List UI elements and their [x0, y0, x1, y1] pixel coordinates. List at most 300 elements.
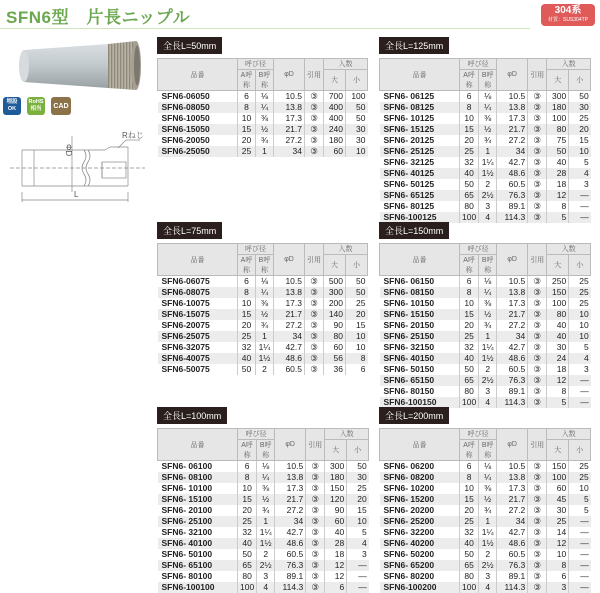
qty-small: 3 [347, 549, 369, 560]
outer-diameter: 89.1 [497, 201, 528, 212]
reference: ③ [528, 190, 547, 201]
part-number: SFN6- 50150 [380, 364, 460, 375]
size-a: 10 [460, 483, 479, 494]
qty-large: 5 [547, 397, 569, 408]
qty-large: 60 [325, 516, 347, 527]
qty-large: 14 [547, 527, 569, 538]
size-b: 1½ [479, 538, 497, 549]
part-number: SFN6- 10100 [158, 483, 238, 494]
qty-small: — [347, 582, 369, 593]
size-a: 10 [238, 298, 256, 309]
part-number: SFN6-50075 [158, 364, 238, 375]
qty-small: 50 [346, 287, 368, 298]
qty-large: 25 [547, 516, 569, 527]
part-number: SFN6- 06150 [380, 276, 460, 288]
size-b: ¼ [257, 472, 275, 483]
part-number: SFN6- 40100 [158, 538, 238, 549]
col-a: A呼称 [238, 440, 257, 461]
col-qty: 入数 [547, 244, 591, 255]
svg-text:Rねじ: Rねじ [122, 131, 144, 140]
part-number: SFN6- 65200 [380, 560, 460, 571]
qty-small: — [569, 201, 591, 212]
size-b: ½ [257, 494, 275, 505]
qty-large: 180 [547, 102, 569, 113]
reference: ③ [528, 276, 547, 288]
qty-small: 4 [569, 353, 591, 364]
size-a: 50 [238, 549, 257, 560]
size-a: 65 [460, 190, 479, 201]
reference: ③ [528, 102, 547, 113]
table-row [380, 168, 591, 179]
qty-large: 12 [547, 190, 569, 201]
part-number: SFN6- 08100 [158, 472, 238, 483]
qty-small: 30 [347, 472, 369, 483]
material-series: 304系 [554, 5, 582, 16]
size-b: 1 [257, 516, 275, 527]
qty-large: 300 [324, 287, 346, 298]
qty-small: 50 [346, 276, 368, 288]
reference: ③ [528, 386, 547, 397]
part-number: SFN6-15050 [158, 124, 238, 135]
qty-large: 180 [325, 472, 347, 483]
part-number: SFN6-100100 [158, 582, 238, 593]
cad-icon[interactable]: CAD [51, 97, 71, 115]
size-b: 1¼ [479, 342, 497, 353]
qty-small: 10 [569, 483, 591, 494]
reference: ③ [528, 168, 547, 179]
qty-large: 75 [547, 135, 569, 146]
table-row [380, 135, 591, 146]
spec-table [157, 428, 369, 593]
qty-small: 10 [569, 146, 591, 157]
outer-diameter: 34 [497, 331, 528, 342]
qty-large: 150 [547, 461, 569, 473]
col-ref: 引用 [528, 244, 547, 276]
size-b: 1 [256, 146, 274, 157]
size-a: 8 [460, 102, 479, 113]
reference: ③ [306, 560, 325, 571]
qty-large: 56 [324, 353, 346, 364]
part-number: SFN6- 32200 [380, 527, 460, 538]
table-l125 [379, 36, 591, 223]
table-row [380, 298, 591, 309]
part-number: SFN6- 10200 [380, 483, 460, 494]
size-a: 6 [238, 461, 257, 473]
size-b: ⅜ [257, 483, 275, 494]
size-a: 20 [460, 505, 479, 516]
col-b: B呼称 [479, 255, 497, 276]
size-a: 8 [238, 102, 256, 113]
reference: ③ [528, 212, 547, 223]
qty-small: 10 [569, 331, 591, 342]
reference: ③ [528, 560, 547, 571]
outer-diameter: 13.8 [497, 102, 528, 113]
size-a: 25 [460, 516, 479, 527]
part-number: SFN6- 25100 [158, 516, 238, 527]
table-row [380, 516, 591, 527]
reference: ③ [305, 320, 324, 331]
outer-diameter: 17.3 [275, 483, 306, 494]
col-ref: 引用 [528, 429, 547, 461]
qty-small: — [569, 549, 591, 560]
qty-small: 20 [347, 494, 369, 505]
size-b: ⅜ [256, 113, 274, 124]
reference: ③ [528, 527, 547, 538]
size-b: ⅛ [479, 461, 497, 473]
reference: ③ [528, 505, 547, 516]
col-nominal: 呼び径 [238, 244, 274, 255]
size-b: 2 [257, 549, 275, 560]
size-b: ¼ [256, 287, 274, 298]
outer-diameter: 42.7 [497, 342, 528, 353]
col-large: 大 [324, 70, 346, 91]
table-row [380, 494, 591, 505]
part-number: SFN6- 10150 [380, 298, 460, 309]
size-a: 80 [238, 571, 257, 582]
size-a: 32 [460, 527, 479, 538]
size-a: 10 [460, 113, 479, 124]
col-nominal: 呼び径 [238, 59, 274, 70]
reference: ③ [528, 157, 547, 168]
size-b: 2 [479, 364, 497, 375]
rohs-icon: RoHS 相当 [27, 97, 45, 115]
size-b: 1¼ [479, 527, 497, 538]
reference: ③ [528, 146, 547, 157]
part-number: SFN6-08050 [158, 102, 238, 113]
part-number: SFN6- 50200 [380, 549, 460, 560]
col-nominal: 呼び径 [460, 244, 497, 255]
qty-large: 12 [325, 560, 347, 571]
part-number: SFN6- 80200 [380, 571, 460, 582]
table-row [158, 516, 369, 527]
outer-diameter: 60.5 [274, 364, 305, 375]
size-b: ⅛ [257, 461, 275, 473]
table-row [158, 342, 368, 353]
qty-large: 80 [547, 124, 569, 135]
size-a: 40 [238, 353, 256, 364]
qty-small: — [569, 212, 591, 223]
col-qty: 入数 [547, 429, 591, 440]
part-number: SFN6- 80100 [158, 571, 238, 582]
reference: ③ [528, 320, 547, 331]
qty-small: — [569, 397, 591, 408]
size-b: 2 [479, 179, 497, 190]
qty-small: — [569, 516, 591, 527]
table-row [380, 582, 591, 593]
reference: ③ [305, 364, 324, 375]
size-b: ¾ [479, 320, 497, 331]
outer-diameter: 17.3 [497, 113, 528, 124]
part-number: SFN6-10075 [158, 298, 238, 309]
part-number: SFN6- 40150 [380, 353, 460, 364]
col-a: A呼称 [460, 440, 479, 461]
size-a: 50 [238, 364, 256, 375]
dimension-diagram [10, 130, 150, 205]
qty-small: 10 [346, 146, 368, 157]
qty-large: 40 [547, 157, 569, 168]
size-a: 15 [460, 309, 479, 320]
size-b: 1¼ [479, 157, 497, 168]
part-number: SFN6- 50125 [380, 179, 460, 190]
table-row [380, 276, 591, 288]
reference: ③ [528, 91, 547, 103]
qty-small: 25 [569, 113, 591, 124]
size-b: 1 [479, 146, 497, 157]
outer-diameter: 48.6 [497, 168, 528, 179]
spec-table [157, 243, 368, 375]
qty-small: 100 [346, 91, 368, 103]
size-a: 10 [238, 483, 257, 494]
qty-large: 40 [547, 320, 569, 331]
col-b: B呼称 [256, 70, 274, 91]
col-b: B呼称 [256, 255, 274, 276]
size-a: 25 [460, 146, 479, 157]
part-number: SFN6- 20125 [380, 135, 460, 146]
table-row [158, 102, 368, 113]
table-l75 [157, 221, 368, 375]
qty-large: 18 [325, 549, 347, 560]
spec-table [379, 428, 591, 593]
col-code: 品番 [158, 429, 238, 461]
col-nominal: 呼び径 [238, 429, 275, 440]
size-a: 20 [238, 505, 257, 516]
part-number: SFN6- 08200 [380, 472, 460, 483]
table-row [380, 287, 591, 298]
qty-large: 10 [547, 549, 569, 560]
size-a: 15 [238, 124, 256, 135]
svg-text:L: L [74, 190, 79, 199]
qty-large: 12 [547, 538, 569, 549]
size-a: 8 [238, 472, 257, 483]
outer-diameter: 60.5 [497, 179, 528, 190]
part-number: SFN6-15075 [158, 309, 238, 320]
table-row [380, 538, 591, 549]
size-b: 4 [479, 397, 497, 408]
part-number: SFN6- 65125 [380, 190, 460, 201]
col-od: φD [497, 244, 528, 276]
qty-small: 3 [569, 364, 591, 375]
reference: ③ [528, 113, 547, 124]
size-a: 80 [460, 201, 479, 212]
outer-diameter: 21.7 [275, 494, 306, 505]
qty-small: 30 [346, 135, 368, 146]
size-a: 20 [238, 135, 256, 146]
size-b: 4 [479, 582, 497, 593]
qty-large: 8 [547, 386, 569, 397]
table-row [158, 560, 369, 571]
size-a: 20 [238, 320, 256, 331]
table-row [158, 494, 369, 505]
size-a: 25 [238, 146, 256, 157]
qty-small: 10 [569, 320, 591, 331]
table-row [158, 582, 369, 593]
table-row [158, 483, 369, 494]
outer-diameter: 76.3 [497, 375, 528, 386]
qty-small: 10 [346, 331, 368, 342]
outer-diameter: 42.7 [274, 342, 305, 353]
qty-small: — [569, 375, 591, 386]
size-a: 65 [460, 560, 479, 571]
size-a: 32 [238, 527, 257, 538]
reference: ③ [528, 179, 547, 190]
qty-large: 6 [547, 571, 569, 582]
size-a: 10 [238, 113, 256, 124]
outer-diameter: 114.3 [497, 397, 528, 408]
outer-diameter: 42.7 [497, 527, 528, 538]
qty-small: 15 [347, 505, 369, 516]
outer-diameter: 10.5 [274, 91, 305, 103]
table-row [158, 287, 368, 298]
part-number: SFN6- 20100 [158, 505, 238, 516]
size-a: 8 [460, 287, 479, 298]
qty-large: 60 [547, 483, 569, 494]
size-a: 20 [460, 320, 479, 331]
feature-icons [3, 97, 71, 115]
outer-diameter: 89.1 [497, 386, 528, 397]
size-a: 20 [460, 135, 479, 146]
qty-large: 12 [325, 571, 347, 582]
col-ref: 引用 [305, 244, 324, 276]
qty-large: 8 [547, 201, 569, 212]
col-od: φD [275, 429, 306, 461]
qty-small: 5 [347, 527, 369, 538]
size-b: 2½ [479, 560, 497, 571]
col-large: 大 [324, 255, 346, 276]
material-spec: 材質：SUS304TP [547, 17, 588, 23]
qty-large: 500 [324, 276, 346, 288]
size-a: 40 [238, 538, 257, 549]
outer-diameter: 89.1 [275, 571, 306, 582]
reference: ③ [528, 538, 547, 549]
table-row [380, 102, 591, 113]
qty-large: 100 [547, 113, 569, 124]
size-a: 40 [460, 538, 479, 549]
size-b: ⅜ [256, 298, 274, 309]
table-row [380, 375, 591, 386]
outer-diameter: 34 [497, 146, 528, 157]
qty-small: — [569, 571, 591, 582]
part-number: SFN6- 50100 [158, 549, 238, 560]
size-b: 1½ [479, 353, 497, 364]
qty-small: 50 [347, 461, 369, 473]
size-a: 25 [238, 331, 256, 342]
reference: ③ [305, 287, 324, 298]
part-number: SFN6- 15100 [158, 494, 238, 505]
qty-small: 10 [346, 342, 368, 353]
table-row [380, 113, 591, 124]
reference: ③ [305, 342, 324, 353]
outer-diameter: 13.8 [275, 472, 306, 483]
size-b: ½ [256, 124, 274, 135]
table-row [380, 320, 591, 331]
page-title: SFN6型 片長ニップル [6, 8, 191, 27]
qty-large: 100 [547, 472, 569, 483]
part-number: SFN6-20075 [158, 320, 238, 331]
outer-diameter: 27.2 [497, 505, 528, 516]
qty-large: 5 [547, 212, 569, 223]
table-row [158, 135, 368, 146]
table-row [380, 179, 591, 190]
col-a: A呼称 [460, 255, 479, 276]
length-label: 全長L=100mm [157, 407, 227, 424]
qty-small: 15 [346, 320, 368, 331]
outer-diameter: 21.7 [497, 124, 528, 135]
size-b: 2½ [479, 375, 497, 386]
qty-small: 4 [569, 168, 591, 179]
title-divider [0, 28, 530, 29]
reference: ③ [305, 124, 324, 135]
outer-diameter: 34 [497, 516, 528, 527]
qty-small: 5 [569, 494, 591, 505]
qty-large: 300 [325, 461, 347, 473]
size-b: ¼ [479, 102, 497, 113]
qty-large: 18 [547, 364, 569, 375]
outer-diameter: 13.8 [497, 472, 528, 483]
reference: ③ [528, 342, 547, 353]
outer-diameter: 10.5 [274, 276, 305, 288]
reference: ③ [528, 582, 547, 593]
reference: ③ [528, 309, 547, 320]
qty-large: 30 [547, 342, 569, 353]
outer-diameter: 114.3 [497, 212, 528, 223]
size-a: 50 [460, 364, 479, 375]
qty-large: 90 [325, 505, 347, 516]
size-a: 32 [460, 342, 479, 353]
reference: ③ [306, 494, 325, 505]
qty-large: 240 [324, 124, 346, 135]
outer-diameter: 27.2 [497, 320, 528, 331]
reference: ③ [528, 516, 547, 527]
part-number: SFN6-100200 [380, 582, 460, 593]
col-large: 大 [547, 70, 569, 91]
table-l150 [379, 221, 591, 408]
qty-small: 20 [569, 124, 591, 135]
reference: ③ [305, 135, 324, 146]
table-l100 [157, 406, 369, 593]
size-b: ¾ [256, 320, 274, 331]
col-od: φD [497, 429, 528, 461]
reference: ③ [306, 472, 325, 483]
col-b: B呼称 [479, 70, 497, 91]
size-b: ¼ [256, 102, 274, 113]
outer-diameter: 13.8 [274, 287, 305, 298]
qty-small: — [569, 538, 591, 549]
qty-large: 28 [547, 168, 569, 179]
qty-large: 180 [324, 135, 346, 146]
part-number: SFN6- 32100 [158, 527, 238, 538]
material-badge [541, 4, 595, 26]
reference: ③ [528, 375, 547, 386]
size-b: 4 [257, 582, 275, 593]
reference: ③ [528, 331, 547, 342]
reference: ③ [306, 549, 325, 560]
qty-large: 400 [324, 102, 346, 113]
size-a: 32 [238, 342, 256, 353]
col-large: 大 [547, 440, 569, 461]
col-qty: 入数 [547, 59, 591, 70]
table-row [158, 298, 368, 309]
part-number: SFN6- 15150 [380, 309, 460, 320]
table-row [380, 549, 591, 560]
table-row [380, 157, 591, 168]
table-row [158, 331, 368, 342]
size-b: ½ [256, 309, 274, 320]
reference: ③ [306, 461, 325, 473]
col-large: 大 [547, 255, 569, 276]
qty-large: 30 [547, 505, 569, 516]
qty-small: 25 [569, 472, 591, 483]
part-number: SFN6- 65150 [380, 375, 460, 386]
